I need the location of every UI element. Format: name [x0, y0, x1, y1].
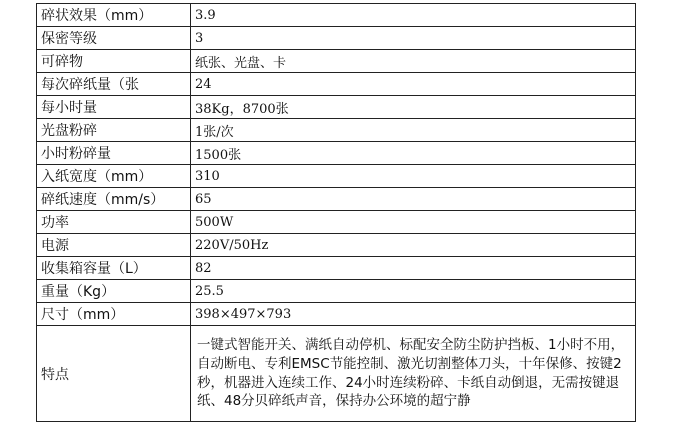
- table-row: [37, 257, 636, 280]
- spec-label: 碎纸速度（mm/s）: [37, 188, 191, 211]
- spec-value: 398×497×793: [191, 303, 636, 326]
- spec-value: 1张/次: [191, 119, 636, 142]
- table-row: [37, 303, 636, 326]
- spec-label: 特点: [37, 326, 191, 422]
- spec-value: 25.5: [191, 280, 636, 303]
- spec-label: 电源: [37, 234, 191, 257]
- table-row: [37, 211, 636, 234]
- table-row: [37, 234, 636, 257]
- spec-label: 每次碎纸量（张: [37, 73, 191, 96]
- spec-value: 220V/50Hz: [191, 234, 636, 257]
- spec-value: 3: [191, 27, 636, 50]
- spec-label: 重量（Kg）: [37, 280, 191, 303]
- features-text: 一键式智能开关、满纸自动停机、标配安全防尘防护挡板、1小时不用，自动断电、专利EMSC节能控制、激光切割整体刀头，十年保修、按键2秒，机器进入连续工作、24小时连续粉碎、卡纸自动倒退，无需按键退纸、48分贝碎纸声音，保持办公环境的超宁静: [191, 326, 636, 422]
- spec-label: 功率: [37, 211, 191, 234]
- spec-label: 碎状效果（mm）: [37, 4, 191, 27]
- spec-label: 光盘粉碎: [37, 119, 191, 142]
- spec-value: 1500张: [191, 142, 636, 165]
- spec-label: 小时粉碎量: [37, 142, 191, 165]
- spec-value: 3.9: [191, 4, 636, 27]
- spec-value: 82: [191, 257, 636, 280]
- spec-value: 500W: [191, 211, 636, 234]
- table-row: [37, 96, 636, 119]
- spec-label: 尺寸（mm）: [37, 303, 191, 326]
- table-row: [37, 280, 636, 303]
- spec-label: 保密等级: [37, 27, 191, 50]
- spec-value: 65: [191, 188, 636, 211]
- table-row: [37, 165, 636, 188]
- spec-value: 纸张、光盘、卡: [191, 50, 636, 73]
- spec-value: 310: [191, 165, 636, 188]
- spec-label: 收集箱容量（L）: [37, 257, 191, 280]
- table-row: [37, 50, 636, 73]
- table-row: [37, 142, 636, 165]
- spec-label: 入纸宽度（mm）: [37, 165, 191, 188]
- table-row: [37, 326, 636, 422]
- spec-label: 每小时量: [37, 96, 191, 119]
- table-row: [37, 188, 636, 211]
- table-row: [37, 119, 636, 142]
- spec-value: 38Kg，8700张: [191, 96, 636, 119]
- table-row: [37, 27, 636, 50]
- spec-table: [36, 3, 636, 422]
- table-row: [37, 73, 636, 96]
- spec-value: 24: [191, 73, 636, 96]
- table-row: [37, 4, 636, 27]
- spec-label: 可碎物: [37, 50, 191, 73]
